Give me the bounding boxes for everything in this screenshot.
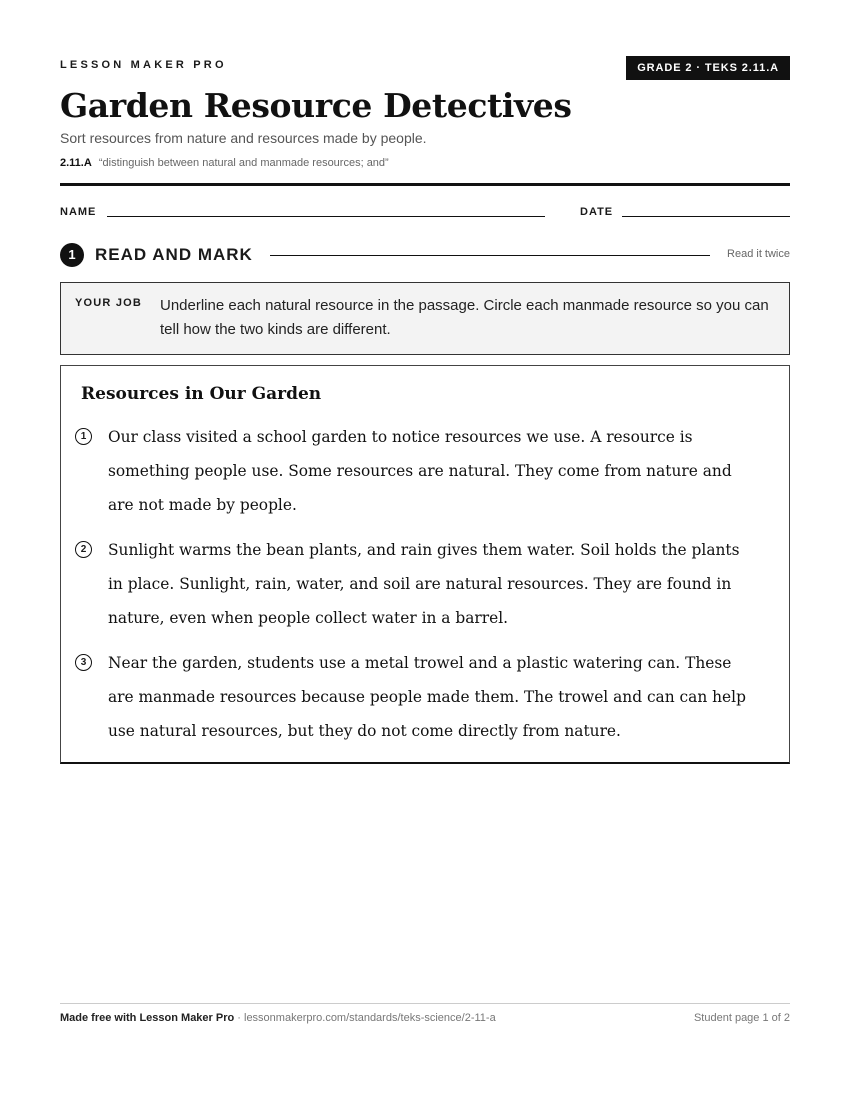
paragraph-text[interactable]: Our class visited a school garden to notice resources we use. A resource is something people use. Some resources are natural. They come from nature and are not made by people. <box>108 428 732 514</box>
passage-paragraph <box>75 646 765 750</box>
name-label: NAME <box>60 206 97 218</box>
footer-divider <box>60 1003 790 1004</box>
header-divider <box>60 183 790 186</box>
grade-badge: GRADE 2 · TEKS 2.11.A <box>626 56 790 80</box>
paragraph-text[interactable]: Near the garden, students use a metal trowel and a plastic watering can. These are manmade resources because people made them. The trowel and can can help use natural resources, but they do not come directly from nature. <box>108 654 746 740</box>
instructions-text: Underline each natural resource in the passage. Circle each manmade resource so you can tell how the two kinds are different. <box>160 297 769 338</box>
passage-paragraph <box>75 420 765 524</box>
student-fields <box>60 204 790 220</box>
name-field[interactable] <box>107 216 545 217</box>
footer-url: · lessonmakerpro.com/standards/teks-science/2-11-a <box>237 1012 496 1024</box>
page-number: Student page 1 of 2 <box>693 1012 790 1024</box>
section-note: Read it twice <box>727 248 790 260</box>
reading-passage <box>60 365 790 764</box>
paragraph-number-icon: 3 <box>75 654 92 671</box>
worksheet-title: Garden Resource Detectives <box>60 86 572 125</box>
paragraph-text[interactable]: Sunlight warms the bean plants, and rain gives them water. Soil holds the plants in place. Sunlight, rain, water, and soil are natural resources. They are found in nature, even when people collect water in a barrel. <box>108 541 740 627</box>
footer-brand: Made free with Lesson Maker Pro <box>60 1012 235 1024</box>
footer-credit <box>60 1012 496 1024</box>
brand-name: LESSON MAKER PRO <box>60 59 227 71</box>
date-field[interactable] <box>622 216 790 217</box>
instructions-label: YOUR JOB <box>75 297 143 309</box>
passage-paragraph <box>75 533 765 637</box>
section-heading <box>60 243 790 267</box>
worksheet-subtitle: Sort resources from nature and resources made by people. <box>60 130 427 146</box>
worksheet-page <box>60 0 790 1100</box>
passage-title: Resources in Our Garden <box>81 384 322 404</box>
standard-code: 2.11.A <box>60 157 92 169</box>
standard-line <box>60 157 389 169</box>
section-title: READ AND MARK <box>95 245 253 264</box>
top-bar <box>60 56 790 80</box>
paragraph-number-icon: 1 <box>75 428 92 445</box>
paragraph-number-icon: 2 <box>75 541 92 558</box>
instructions-box <box>60 282 790 355</box>
section-number-badge: 1 <box>60 243 84 267</box>
date-label: DATE <box>580 206 614 218</box>
standard-text: “distinguish between natural and manmade resources; and” <box>98 157 389 169</box>
section-rule <box>270 255 710 256</box>
